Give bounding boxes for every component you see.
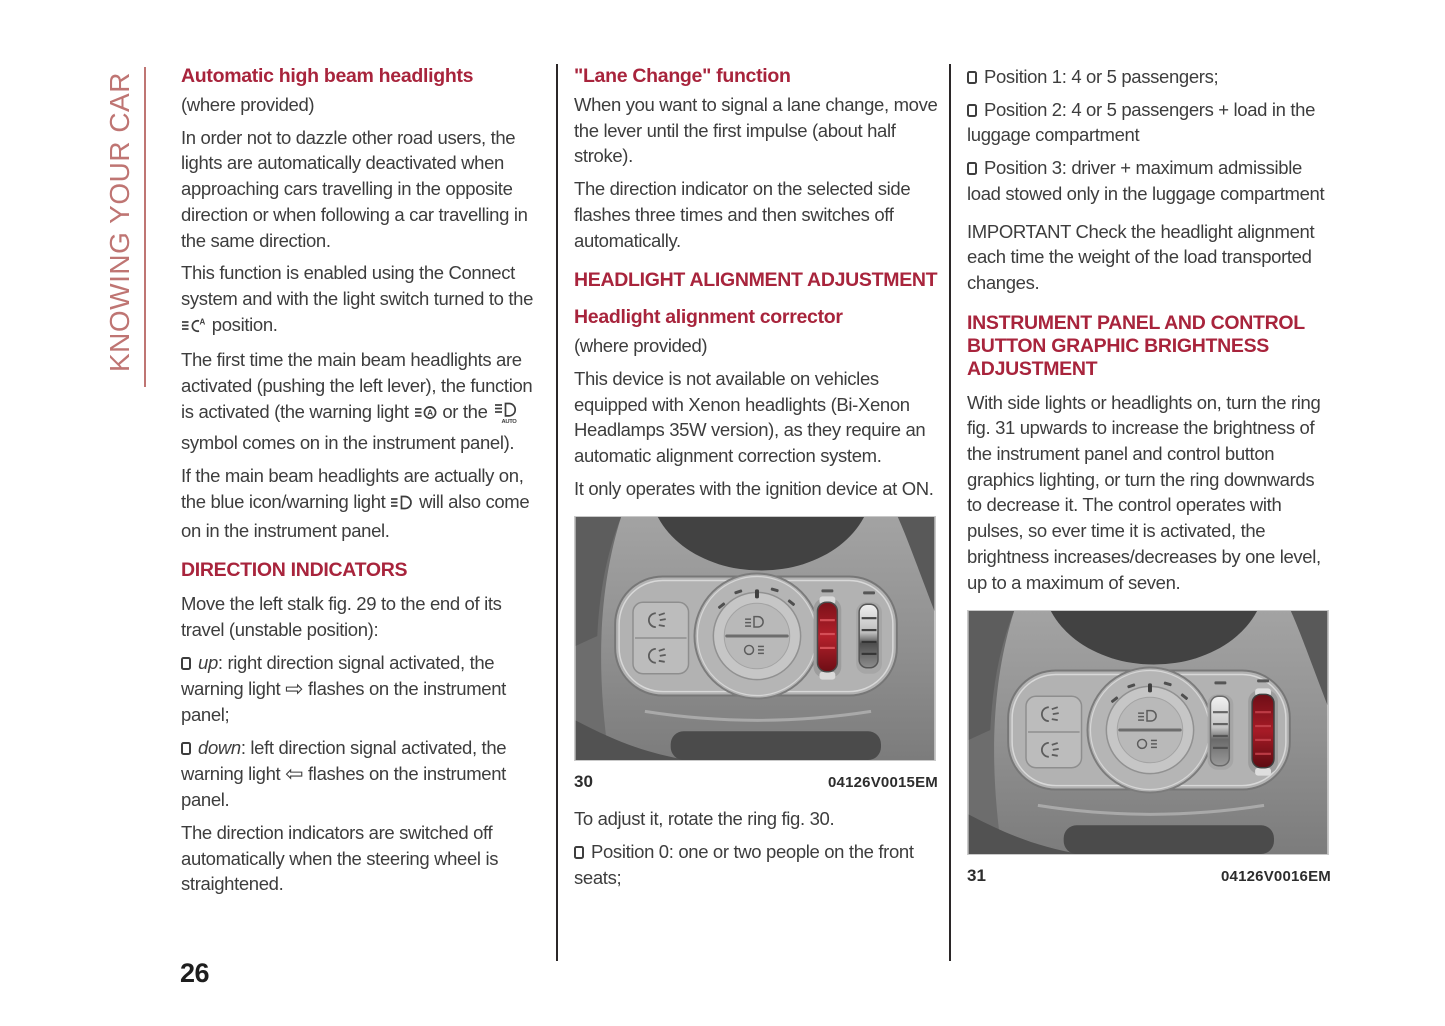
main-beam-icon: [390, 492, 414, 518]
figure-31-caption: [967, 866, 1331, 886]
list-item: [181, 735, 539, 813]
list-term: down: [198, 736, 241, 758]
list-item: [574, 839, 938, 890]
chapter-rule: [144, 67, 146, 387]
figure-code: 04126V0016EM: [1221, 868, 1331, 886]
subsection-heading: Automatic high beam headlights: [181, 65, 474, 87]
right-arrow-icon: ⇨: [285, 676, 304, 702]
paragraph-text: position.: [211, 313, 278, 335]
column-2: [574, 64, 938, 898]
column-1: [181, 64, 539, 904]
warning-light-a-icon: [414, 402, 438, 428]
list-text: flashes on the instrument panel.: [181, 763, 506, 811]
square-bullet-icon: [181, 657, 191, 670]
paragraph: [181, 347, 539, 456]
figure-number: 31: [967, 866, 986, 886]
square-bullet-icon: [967, 71, 977, 84]
figure-31-image: [967, 610, 1329, 855]
main-beam-auto-icon: [492, 401, 518, 431]
list-text: Position 0: one or two people on the front seats;: [574, 841, 914, 888]
list-text: : left direction signal activated, the warning light: [181, 736, 507, 785]
figure-30-image: [574, 516, 936, 761]
paragraph: (where provided): [181, 94, 315, 115]
square-bullet-icon: [967, 104, 977, 117]
paragraph-text: The first time the main beam headlights are activated (pushing the left lever), the function is activated (the warning light: [181, 349, 533, 422]
column-divider: [949, 64, 951, 961]
paragraph-text: or the: [442, 400, 488, 422]
paragraph: [181, 260, 539, 340]
section-heading: INSTRUMENT PANEL AND CONTROL BUTTON GRAPHIC BRIGHTNESS ADJUSTMENT: [967, 311, 1305, 380]
svg-text:A: A: [199, 317, 205, 327]
square-bullet-icon: [574, 846, 584, 859]
paragraph: It only operates with the ignition device at ON.: [574, 477, 934, 499]
paragraph: With side lights or headlights on, turn the ring fig. 31 upwards to increase the brightness of the instrument panel and control button graphics lighting, or turn the ring downwards to decrease it. The control operates with pulses, so ever time it is activated, the brightness increases/decreases by one level, up to a maximum of seven.: [967, 391, 1321, 593]
list-item: [967, 64, 1331, 90]
svg-text:AUTO: AUTO: [501, 418, 517, 424]
list-text: Position 1: 4 or 5 passengers;: [984, 66, 1219, 87]
figure-30-caption: [574, 772, 938, 792]
paragraph-text: This function is enabled using the Connect system and with the light switch turned to the: [181, 262, 534, 309]
paragraph: In order not to dazzle other road users, the lights are automatically deactivated when approaching cars travelling in the opposite direction or when following a car travelling in the same direction.: [181, 126, 528, 251]
list-text: Position 2: 4 or 5 passengers + load in the luggage compartment: [967, 98, 1316, 146]
left-arrow-icon: ⇦: [285, 761, 304, 787]
page-number: 26: [180, 958, 210, 988]
list-item: [967, 97, 1331, 148]
subsection-heading: "Lane Change" function: [574, 65, 791, 87]
auto-headlight-position-icon: [181, 315, 207, 341]
section-heading: DIRECTION INDICATORS: [181, 559, 408, 582]
svg-text:A: A: [426, 408, 433, 418]
paragraph: Move the left stalk fig. 29 to the end of its travel (unstable position):: [181, 593, 502, 640]
paragraph-text: symbol comes on in the instrument panel).: [181, 432, 515, 454]
paragraph: IMPORTANT Check the headlight alignment each time the weight of the load transported changes.: [967, 220, 1315, 293]
list-text: flashes on the instrument panel;: [181, 678, 506, 726]
section-heading: HEADLIGHT ALIGNMENT ADJUSTMENT: [574, 269, 938, 292]
square-bullet-icon: [181, 742, 191, 755]
paragraph: When you want to signal a lane change, move the lever until the first impulse (about half stroke).: [574, 94, 938, 167]
list-text: Position 3: driver + maximum admissible load stowed only in the luggage compartment: [967, 157, 1325, 204]
list-item: [967, 155, 1331, 206]
paragraph-text: will also come on in the instrument panel.: [181, 490, 530, 541]
chapter-label: KNOWING YOUR CAR: [104, 72, 135, 372]
figure-code: 04126V0015EM: [828, 774, 938, 792]
list-item: [181, 650, 539, 728]
list-term: up: [198, 651, 218, 673]
paragraph: To adjust it, rotate the ring fig. 30.: [574, 808, 835, 830]
subsection-heading: Headlight alignment corrector: [574, 306, 843, 329]
square-bullet-icon: [967, 162, 977, 175]
paragraph: (where provided): [574, 335, 708, 357]
paragraph: This device is not available on vehicles equipped with Xenon headlights (Bi-Xenon Headlamps 35W version), as they require an automatic alignment correction system.: [574, 367, 926, 467]
paragraph: The direction indicators are switched off automatically when the steering wheel is straightened.: [181, 821, 499, 895]
paragraph-text: If the main beam headlights are actually on, the blue icon/warning light: [181, 465, 524, 512]
column-divider: [556, 64, 558, 961]
paragraph: The direction indicator on the selected side flashes three times and then switches off automatically.: [574, 178, 911, 251]
figure-number: 30: [574, 772, 593, 792]
column-3: [967, 64, 1331, 900]
list-text: : right direction signal activated, the warning light: [181, 651, 495, 700]
paragraph: [181, 463, 539, 543]
